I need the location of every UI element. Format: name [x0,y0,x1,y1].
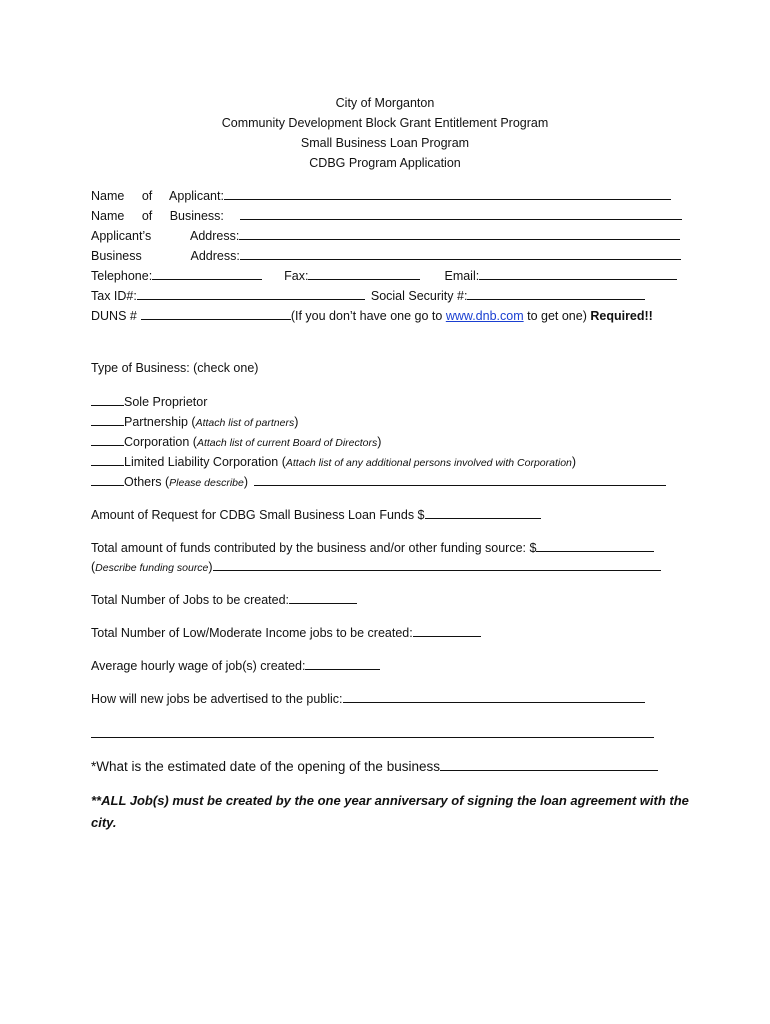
option-close: ) [294,415,299,429]
hourly-wage-label: Average hourly wage of job(s) created: [91,659,306,673]
advertised-row [91,691,645,706]
option-note: Attach list of any additional persons involved with Corporation [285,457,572,469]
header-program: Community Development Block Grant Entitlement Program [221,116,549,130]
opening-date-row [91,759,658,774]
business-name-row [91,208,682,223]
low-mod-jobs-field[interactable] [413,625,481,637]
duns-label: DUNS # [91,309,137,323]
option-note: Attach list of partners [195,417,295,429]
option-llc [91,453,576,469]
option-label: Corporation ( [124,435,197,449]
option-close: ) [571,455,577,469]
checkbox-llc[interactable] [91,453,124,466]
option-label: Sole Proprietor [124,395,208,409]
ssn-field[interactable] [467,288,645,300]
option-close: ) [243,475,249,489]
business-name-field[interactable] [240,208,682,220]
email-field[interactable] [479,268,677,280]
advertised-field[interactable] [343,691,645,703]
tax-id-field[interactable] [137,288,365,300]
funds-contributed-field[interactable] [536,540,654,552]
describe-source-label: Describe funding source [95,562,209,574]
header-city: City of Morganton [335,96,435,110]
applicant-address-row [91,228,680,243]
tax-row [91,288,645,303]
option-note: Attach list of current Board of Directors [196,437,378,449]
checkbox-others[interactable] [91,473,124,486]
duns-row [91,308,653,323]
applicant-name-field[interactable] [224,188,671,200]
amount-request-label: Amount of Request for CDBG Small Business Loan Funds $ [91,508,425,522]
option-close: ) [377,435,382,449]
option-label: Partnership ( [124,415,196,429]
header-form-title: CDBG Program Application [309,156,461,170]
applicant-name-row [91,188,671,203]
tax-id-label: Tax ID#: [91,289,137,303]
duns-field[interactable] [141,308,291,320]
option-note: Please describe [169,477,244,489]
advertised-continuation-row [91,726,654,741]
checkbox-partnership[interactable] [91,413,124,426]
low-mod-jobs-row [91,625,481,640]
amount-request-row [91,507,541,522]
jobs-created-field[interactable] [289,592,357,604]
opening-date-field[interactable] [440,759,658,771]
contact-row [91,268,677,283]
applicant-name-label: Name of Applicant: [91,189,224,203]
business-type-heading: Type of Business: (check one) [91,361,259,375]
describe-source-field[interactable] [213,559,661,571]
advertised-field-line-2[interactable] [91,726,654,738]
option-corporation [91,433,381,449]
hourly-wage-field[interactable] [305,658,380,670]
option-sole-proprietor [91,393,207,409]
funds-contributed-row [91,540,654,555]
checkbox-sole-proprietor[interactable] [91,393,124,406]
business-name-label: Name of Business: [91,209,224,223]
business-address-label: Business Address: [91,249,240,263]
option-label: Others ( [124,475,170,489]
email-label: Email: [444,269,480,283]
checkbox-corporation[interactable] [91,433,124,446]
dnb-link[interactable]: www.dnb.com [445,309,524,323]
option-label: Limited Liability Corporation ( [124,455,286,469]
applicant-address-field[interactable] [239,228,680,240]
telephone-field[interactable] [152,268,262,280]
business-address-row [91,248,681,263]
option-others [91,473,666,489]
funds-contributed-label: Total amount of funds contributed by the business and/or other funding source: $ [91,541,537,555]
hourly-wage-row [91,658,380,673]
others-description-field[interactable] [254,474,666,486]
opening-date-label: *What is the estimated date of the opening of the business [91,759,440,774]
required-text: Required!! [590,309,653,323]
advertised-label: How will new jobs be advertised to the public: [91,692,343,706]
header-loan-program: Small Business Loan Program [300,136,470,150]
duns-note-post: to get one) [523,309,591,323]
jobs-deadline-note: **ALL Job(s) must be created by the one year anniversary of signing the loan agreement with the city. [91,793,689,830]
jobs-created-row [91,592,357,607]
option-partnership [91,413,298,429]
low-mod-jobs-label: Total Number of Low/Moderate Income jobs to be created: [91,626,413,640]
fax-field[interactable] [308,268,420,280]
business-address-field[interactable] [240,248,681,260]
applicant-address-label: Applicant’s Address: [91,229,240,243]
describe-source-row: (Describe funding source) [91,559,661,574]
telephone-label: Telephone: [91,269,153,283]
fax-label: Fax: [284,269,309,283]
jobs-created-label: Total Number of Jobs to be created: [91,593,290,607]
amount-request-field[interactable] [425,507,541,519]
duns-note: (If you don’t have one go to [290,309,446,323]
ssn-label: Social Security #: [370,289,468,303]
